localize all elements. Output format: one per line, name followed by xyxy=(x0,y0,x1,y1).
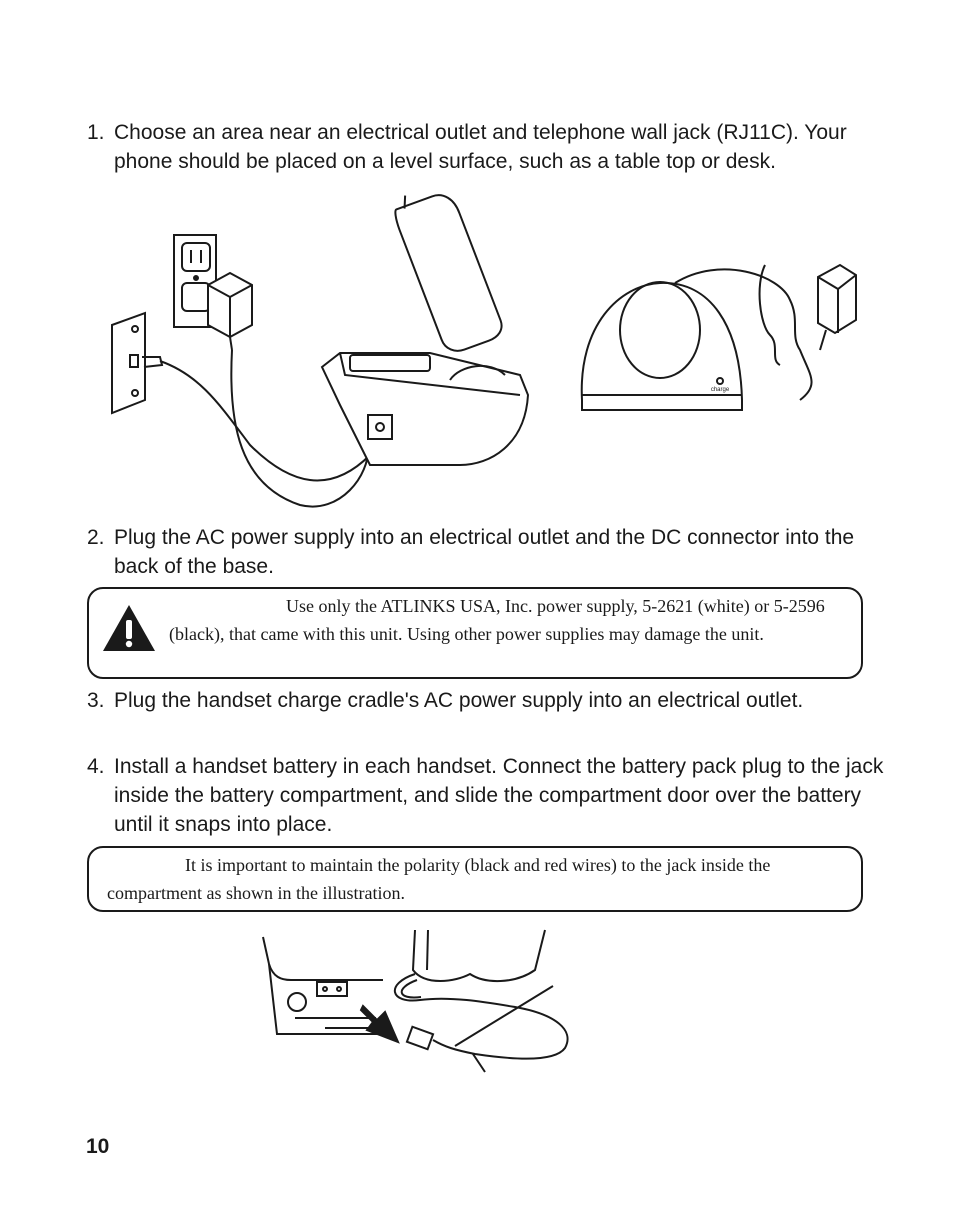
setup-illustration xyxy=(100,185,870,515)
caution-text: Use only the ATLINKS USA, Inc. power supply, 5-2621 (white) or 5-2596 (black), that came with this unit. Using other power supplies may damage the unit. xyxy=(169,596,825,644)
caution-note xyxy=(87,587,863,679)
page-number: 10 xyxy=(86,1135,110,1158)
handset-back xyxy=(413,930,545,981)
handset xyxy=(389,185,506,356)
wall-jack xyxy=(112,313,162,413)
step-text: Plug the AC power supply into an electrical outlet and the DC connector into the back of the base. xyxy=(114,526,855,578)
step-text: Choose an area near an electrical outlet and telephone wall jack (RJ11C). Your phone should be placed on a level surface, such as a table top or desk. xyxy=(114,121,847,173)
step-3 xyxy=(87,686,887,715)
step-1 xyxy=(87,118,887,176)
insert-arrow-icon xyxy=(361,1006,398,1042)
step-number: 2. xyxy=(87,526,105,549)
phone-base xyxy=(322,353,528,465)
step-text: Install a handset battery in each handset. Connect the battery pack plug to the jack inside the battery compartment, and slide the compartment door over the battery until it snaps into place. xyxy=(114,755,884,836)
step-number: 4. xyxy=(87,755,105,778)
step-number: 3. xyxy=(87,689,105,712)
warning-triangle-icon xyxy=(101,603,157,653)
battery-compartment xyxy=(263,937,385,1034)
battery-illustration xyxy=(255,922,585,1077)
step-4 xyxy=(87,752,887,839)
step-number: 1. xyxy=(87,121,105,144)
battery-wire-plug xyxy=(395,974,568,1072)
step-2 xyxy=(87,523,887,581)
charge-cradle xyxy=(582,265,856,410)
polarity-text: It is important to maintain the polarity (black and red wires) to the jack inside the compartment as shown in the illustration. xyxy=(107,855,771,903)
step-text: Plug the handset charge cradle's AC power supply into an electrical outlet. xyxy=(114,689,804,712)
ac-adapter xyxy=(208,273,252,350)
polarity-note xyxy=(87,846,863,912)
cradle-charge-label: charge xyxy=(710,387,730,393)
